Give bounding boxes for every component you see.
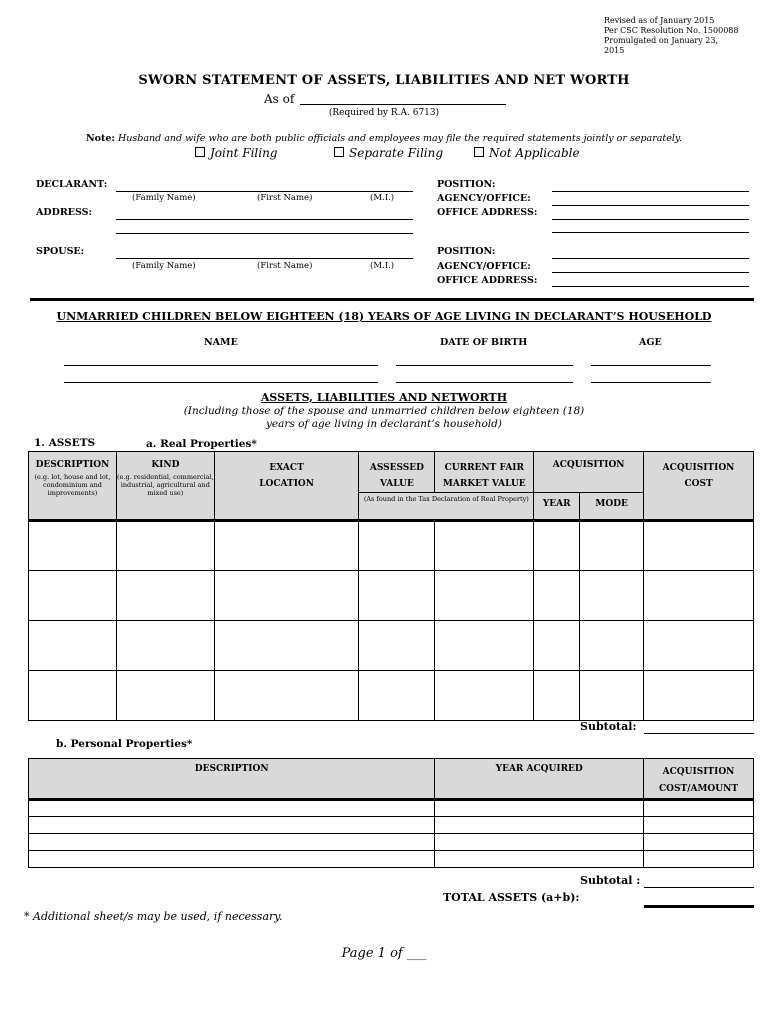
assets-subtitle: years of age living in declarant’s household) xyxy=(266,418,502,430)
table-cell[interactable] xyxy=(644,571,754,621)
table-cell[interactable] xyxy=(116,521,214,571)
acquisition-cost-header: ACQUISITION COST/AMOUNT xyxy=(644,759,754,800)
spouse-name-field[interactable] xyxy=(116,258,413,259)
revision-line: Revised as of January 2015 xyxy=(604,16,715,25)
note-label: Note: xyxy=(85,133,115,144)
spouse-position-label: POSITION: xyxy=(437,246,496,257)
table-cell[interactable] xyxy=(29,671,117,721)
personal-subtotal-label: Subtotal : xyxy=(580,874,641,887)
table-cell[interactable] xyxy=(359,571,435,621)
spouse-office-address-field[interactable] xyxy=(552,286,749,287)
table-cell[interactable] xyxy=(29,817,435,834)
table-cell[interactable] xyxy=(359,521,435,571)
address-label: ADDRESS: xyxy=(36,207,93,218)
address-field[interactable] xyxy=(116,219,413,220)
assets-label: 1. ASSETS xyxy=(34,437,96,449)
spouse-agency-field[interactable] xyxy=(552,272,749,273)
child-name-field[interactable] xyxy=(64,365,378,366)
table-cell[interactable] xyxy=(644,800,754,817)
table-cell[interactable] xyxy=(580,521,644,571)
first-name-caption: (First Name) xyxy=(257,261,313,271)
separate-filing-option[interactable]: Separate Filing xyxy=(334,146,443,160)
table-cell[interactable] xyxy=(435,834,644,851)
table-cell[interactable] xyxy=(116,671,214,721)
table-cell[interactable] xyxy=(534,571,580,621)
description-header: DESCRIPTION (e.g. lot, house and lot, condominium and improvements) xyxy=(29,452,117,521)
table-row xyxy=(29,817,754,834)
year-header: YEAR xyxy=(534,493,580,521)
description-header: DESCRIPTION xyxy=(29,759,435,800)
checkbox-icon[interactable] xyxy=(474,147,484,157)
acquisition-cost-header: ACQUISITION COST xyxy=(644,452,754,521)
year-acquired-header: YEAR ACQUIRED xyxy=(435,759,644,800)
table-cell[interactable] xyxy=(29,834,435,851)
note xyxy=(0,133,768,144)
table-cell[interactable] xyxy=(435,671,534,721)
declarant-name-field[interactable] xyxy=(116,191,413,192)
table-cell[interactable] xyxy=(435,817,644,834)
mode-header: MODE xyxy=(580,493,644,521)
spouse-agency-label: AGENCY/OFFICE: xyxy=(437,261,531,272)
revision-line: Promulgated on January 23, xyxy=(604,36,718,45)
table-cell[interactable] xyxy=(435,800,644,817)
total-assets-field[interactable] xyxy=(644,905,754,908)
position-field[interactable] xyxy=(552,191,749,192)
table-cell[interactable] xyxy=(435,521,534,571)
mi-caption: (M.I.) xyxy=(370,261,395,271)
as-of-label: As of xyxy=(264,92,295,106)
table-row xyxy=(29,621,754,671)
name-column-label: NAME xyxy=(204,337,238,348)
table-cell[interactable] xyxy=(359,671,435,721)
table-row xyxy=(29,571,754,621)
declarant-label: DECLARANT: xyxy=(36,179,108,190)
child-age-field[interactable] xyxy=(591,382,711,383)
table-cell[interactable] xyxy=(214,521,359,571)
table-cell[interactable] xyxy=(214,621,359,671)
form-title: SWORN STATEMENT OF ASSETS, LIABILITIES AND NET WORTH xyxy=(138,73,630,88)
table-cell[interactable] xyxy=(435,621,534,671)
table-cell[interactable] xyxy=(29,851,435,868)
position-label: POSITION: xyxy=(437,179,496,190)
table-cell[interactable] xyxy=(534,521,580,571)
office-address-label: OFFICE ADDRESS: xyxy=(437,207,538,218)
revision-line: Per CSC Resolution No. 1500088 xyxy=(604,26,739,35)
table-row xyxy=(29,834,754,851)
fair-market-value-header: CURRENT FAIR MARKET VALUE xyxy=(435,452,534,493)
spouse-label: SPOUSE: xyxy=(36,246,85,257)
children-section-title: UNMARRIED CHILDREN BELOW EIGHTEEN (18) YEARS OF AGE LIVING IN DECLARANT’S HOUSEHOLD xyxy=(56,310,712,323)
section-divider xyxy=(30,298,754,301)
spouse-office-address-label: OFFICE ADDRESS: xyxy=(437,275,538,286)
table-cell[interactable] xyxy=(644,521,754,571)
table-cell[interactable] xyxy=(644,834,754,851)
child-dob-field[interactable] xyxy=(396,365,573,366)
required-by: (Required by R.A. 6713) xyxy=(328,108,440,118)
tax-declaration-note: (As found in the Tax Declaration of Real Property) xyxy=(359,493,534,521)
assets-subtitle: (Including those of the spouse and unmarried children below eighteen (18) xyxy=(183,405,585,417)
family-name-caption: (Family Name) xyxy=(132,193,196,203)
table-cell[interactable] xyxy=(29,800,435,817)
family-name-caption: (Family Name) xyxy=(132,261,196,271)
personal-properties-table xyxy=(28,758,754,868)
table-row xyxy=(29,800,754,817)
kind-header: KIND (e.g. residential, commercial, industrial, agricultural and mixed use) xyxy=(116,452,214,521)
table-cell[interactable] xyxy=(644,621,754,671)
page-number: Page 1 of ___ xyxy=(341,946,427,961)
table-cell[interactable] xyxy=(214,571,359,621)
mi-caption: (M.I.) xyxy=(370,193,395,203)
dob-column-label: DATE OF BIRTH xyxy=(440,337,528,348)
table-cell[interactable] xyxy=(359,621,435,671)
table-cell[interactable] xyxy=(644,817,754,834)
table-cell[interactable] xyxy=(580,621,644,671)
revision-line: 2015 xyxy=(604,46,625,55)
office-address-field[interactable] xyxy=(552,219,749,220)
assessed-value-header: ASSESSED VALUE xyxy=(359,452,435,493)
as-of-field[interactable] xyxy=(300,104,506,105)
not-applicable-option[interactable]: Not Applicable xyxy=(474,146,580,160)
table-cell[interactable] xyxy=(580,571,644,621)
total-assets-label: TOTAL ASSETS (a+b): xyxy=(443,891,580,904)
table-cell[interactable] xyxy=(29,621,117,671)
checkbox-icon[interactable] xyxy=(334,147,344,157)
real-properties-table xyxy=(28,451,754,721)
child-age-field[interactable] xyxy=(591,365,711,366)
age-column-label: AGE xyxy=(639,337,662,348)
child-dob-field[interactable] xyxy=(396,382,573,383)
acquisition-header: ACQUISITION xyxy=(534,452,644,493)
address-field-2[interactable] xyxy=(116,233,413,234)
table-cell[interactable] xyxy=(534,621,580,671)
child-name-field[interactable] xyxy=(64,382,378,383)
agency-label: AGENCY/OFFICE: xyxy=(437,193,531,204)
table-row xyxy=(29,851,754,868)
table-cell[interactable] xyxy=(116,621,214,671)
table-cell[interactable] xyxy=(534,671,580,721)
real-subtotal-field[interactable] xyxy=(644,733,754,734)
footnote: * Additional sheet/s may be used, if necessary. xyxy=(24,910,283,923)
location-header: EXACT LOCATION xyxy=(214,452,359,521)
table-cell[interactable] xyxy=(435,571,534,621)
note-text: Husband and wife who are both public officials and employees may file the required statements jointly or separately. xyxy=(117,133,683,144)
office-address-field-2[interactable] xyxy=(552,232,749,233)
table-cell[interactable] xyxy=(435,851,644,868)
spouse-position-field[interactable] xyxy=(552,258,749,259)
table-cell[interactable] xyxy=(580,671,644,721)
checkbox-icon[interactable] xyxy=(195,147,205,157)
table-row xyxy=(29,671,754,721)
real-properties-label: a. Real Properties* xyxy=(146,438,257,450)
table-cell[interactable] xyxy=(644,851,754,868)
first-name-caption: (First Name) xyxy=(257,193,313,203)
personal-properties-label: b. Personal Properties* xyxy=(56,738,193,750)
table-cell[interactable] xyxy=(29,571,117,621)
table-row xyxy=(29,521,754,571)
assets-section-title: ASSETS, LIABILITIES AND NETWORTH xyxy=(260,391,508,404)
table-cell[interactable] xyxy=(116,571,214,621)
real-subtotal-label: Subtotal: xyxy=(580,720,637,733)
joint-filing-option[interactable]: Joint Filing xyxy=(195,146,278,160)
agency-field[interactable] xyxy=(552,205,749,206)
table-cell[interactable] xyxy=(214,671,359,721)
revision-note xyxy=(604,16,764,56)
table-cell[interactable] xyxy=(644,671,754,721)
table-cell[interactable] xyxy=(29,521,117,571)
personal-subtotal-field[interactable] xyxy=(644,887,754,888)
